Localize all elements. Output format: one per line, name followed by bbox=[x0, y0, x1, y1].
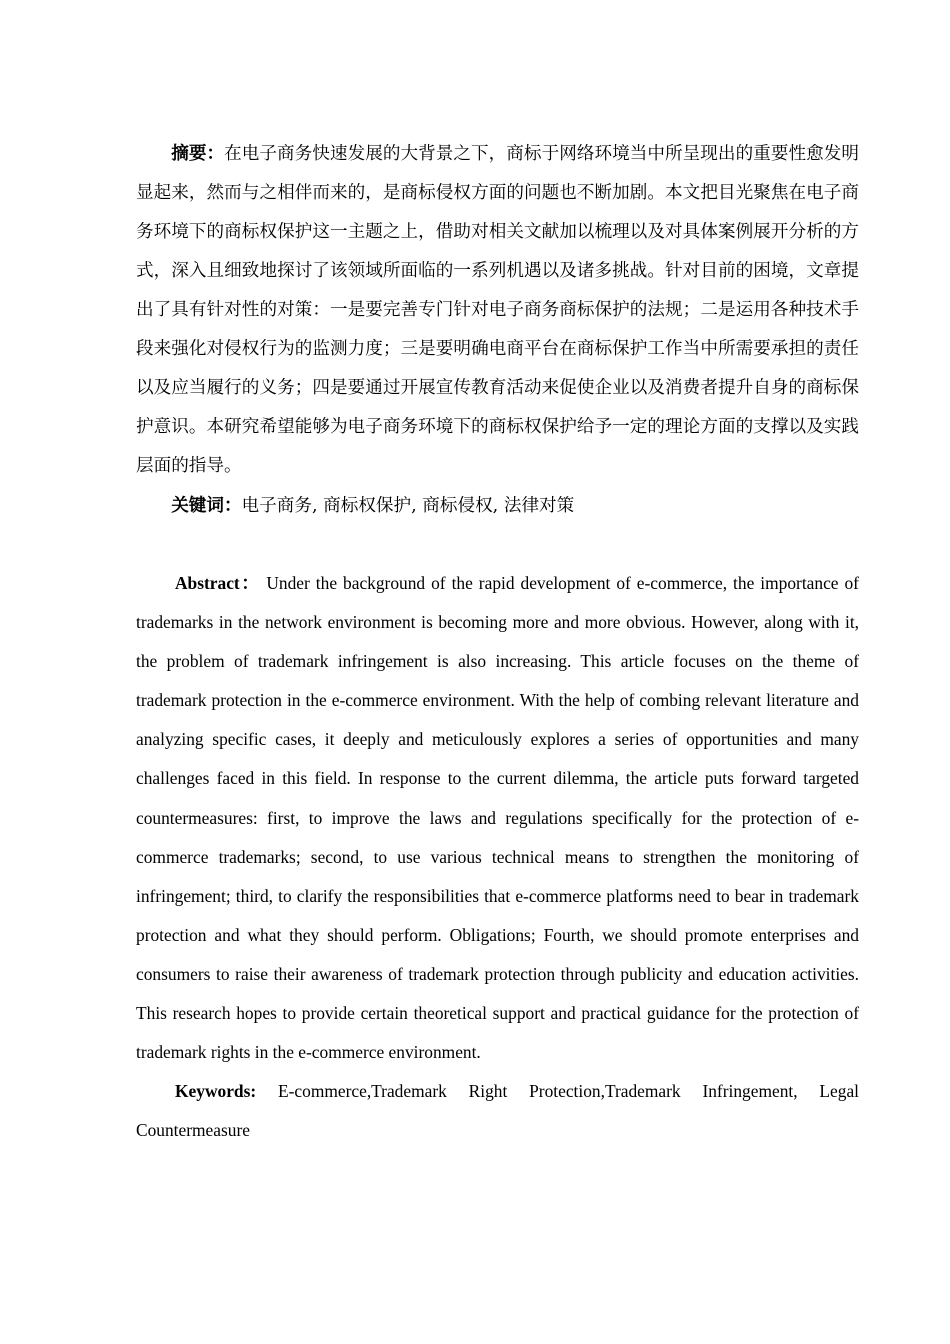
abstract-cn-body: 在电子商务快速发展的大背景之下，商标于网络环境当中所呈现出的重要性愈发明显起来，然而与之相伴而来的，是商标侵权方面的问题也不断加剧。本文把目光聚焦在电子商务环境下的商标权保护这一主题之上，借助对相关文献加以梳理以及对具体案例展开分析的方式，深入且细致地探讨了该领域所面临的一系列机遇以及诸多挑战。针对目前的困境，文章提出了具有针对性的对策：一是要完善专门针对电子商务商标保护的法规；二是运用各种技术手段来强化对侵权行为的监测力度；三是要明确电商平台在商标保护工作当中所需要承担的责任以及应当履行的义务；四是要通过开展宣传教育活动来促使企业以及消费者提升自身的商标保护意识。本研究希望能够为电子商务环境下的商标权保护给予一定的理论方面的支撑以及实践层面的指导。 bbox=[136, 144, 859, 476]
keywords-cn bbox=[136, 486, 859, 526]
keywords-cn-body: 电子商务, 商标权保护, 商标侵权, 法律对策 bbox=[241, 496, 575, 516]
document-page bbox=[136, 134, 859, 1150]
abstract-cn bbox=[136, 134, 859, 486]
abstract-en-label: Abstract： bbox=[175, 573, 261, 593]
keywords-en-label: Keywords: bbox=[175, 1081, 257, 1102]
keywords-en-body: E-commerce,Trademark Right Protection,Trademark Infringement, Legal Countermeasure bbox=[136, 1081, 859, 1141]
abstract-cn-label: 摘要： bbox=[171, 143, 225, 164]
keywords-en bbox=[136, 1072, 859, 1150]
abstract-en bbox=[136, 564, 859, 1072]
abstract-en-body: Under the background of the rapid development of e-commerce, the importance of trademarks in the network environment is becoming more and more obvious. However, along with it, the problem of trademark infringement is also increasing. This article focuses on the theme of trademark protection in the e-commerce environment. With the help of combing relevant literature and analyzing specific cases, it deeply and meticulously explores a series of opportunities and many challenges faced in this field. In response to the current dilemma, the article puts forward targeted countermeasures: first, to improve the laws and regulations specifically for the protection of e-commerce trademarks; second, to use various technical means to strengthen the monitoring of infringement; third, to clarify the responsibilities that e-commerce platforms need to bear in trademark protection and what they should perform. Obligations; Fourth, we should promote enterprises and consumers to raise their awareness of trademark protection through publicity and education activities. This research hopes to provide certain theoretical support and practical guidance for the protection of trademark rights in the e-commerce environment. bbox=[136, 573, 859, 1063]
keywords-cn-label: 关键词： bbox=[171, 495, 242, 516]
